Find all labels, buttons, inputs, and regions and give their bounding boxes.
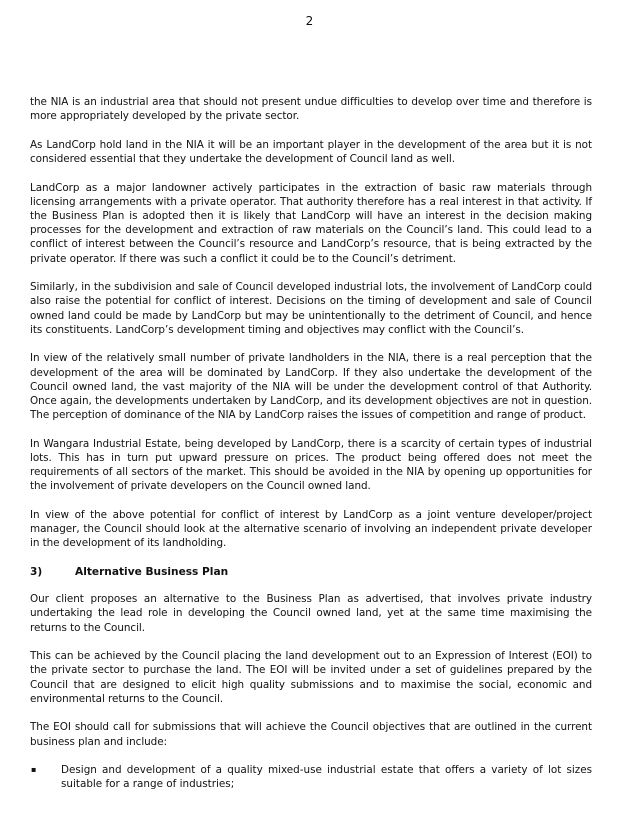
paragraph-subdivision-sale: Similarly, in the subdivision and sale of Council developed industrial lots, the involvement of LandCorp could also raise the potential for conflict of interest. Decisions on the timing of development and sale of Council owned land could be made by LandCorp but may be unintentionally to the detriment of Council, and hence its constituents. LandCorp’s development timing and objectives may conflict with the Council’s. [30, 281, 592, 336]
objectives-list [30, 763, 592, 791]
paragraph-perception-dominance: In view of the relatively small number of private landholders in the NIA, there is a real perception that the development of the area will be dominated by LandCorp. If they also undertake the development of the Council owned land, the vast majority of the NIA will be under the development control of that Authority. Once again, the developments undertaken by LandCorp, and its development objectives are not in question. The perception of dominance of the NIA by LandCorp raises the issues of competition and range of product. [30, 352, 592, 422]
paragraph-eoi-submissions: The EOI should call for submissions that will achieve the Council objectives that are outlined in the current business plan and include: [30, 721, 592, 748]
section-title: Alternative Business Plan [75, 566, 229, 579]
document-body [30, 95, 592, 792]
paragraph-wangara-estate: In Wangara Industrial Estate, being developed by LandCorp, there is a scarcity of certain types of industrial lots. This has in turn put upward pressure on prices. The product being offered does not meet the requirements of all sectors of the market. This should be avoided in the NIA by opening up opportunities for the involvement of private developers on the Council owned land. [30, 437, 592, 493]
paragraph-raw-materials-conflict: LandCorp as a major landowner actively participates in the extraction of basic raw materials through licensing arrangements with a private operator. That authority therefore has a real interest in that activity. If the Business Plan is adopted then it is likely that LandCorp will have an interest in the decision making processes for the development and extraction of raw materials on the Council’s land. This could lead to a conflict of interest between the Council’s resource and LandCorp’s resource, that is being extracted by the private operator. If there was such a conflict it could be to the Council’s detriment. [30, 181, 592, 265]
paragraph-eoi-process: This can be achieved by the Council placing the land development out to an Expression of Interest (EOI) to the private sector to purchase the land. The EOI will be invited under a set of guidelines prepared by the Council that are designed to elicit high quality submissions and to maximise the social, economic and environmental returns to the Council. [30, 650, 592, 705]
paragraph-alternative-scenario: In view of the above potential for conflict of interest by LandCorp as a joint venture developer/project manager, the Council should look at the alternative scenario of involving an independent private developer in the development of its landholding. [30, 509, 592, 550]
paragraph-nia-industrial-area: the NIA is an industrial area that should not present undue difficulties to develop over time and therefore is more appropriately developed by the private sector. [30, 96, 592, 123]
bullet-square-icon: ▪ [31, 765, 37, 775]
section-number: 3) [30, 566, 43, 579]
list-item [30, 763, 592, 791]
section-heading [30, 565, 592, 579]
list-item-text: Design and development of a quality mixed-use industrial estate that offers a variety of lot sizes suitable for a range of industries; [61, 764, 592, 791]
page-number: 2 [305, 14, 314, 28]
paragraph-client-proposal: Our client proposes an alternative to the Business Plan as advertised, that involves private industry undertaking the lead role in developing the Council owned land, yet at the same time maximising the returns to the Council. [30, 593, 592, 634]
paragraph-landcorp-hold-land: As LandCorp hold land in the NIA it will be an important player in the development of the area but it is not considered essential that they undertake the development of Council land as well. [30, 138, 592, 165]
